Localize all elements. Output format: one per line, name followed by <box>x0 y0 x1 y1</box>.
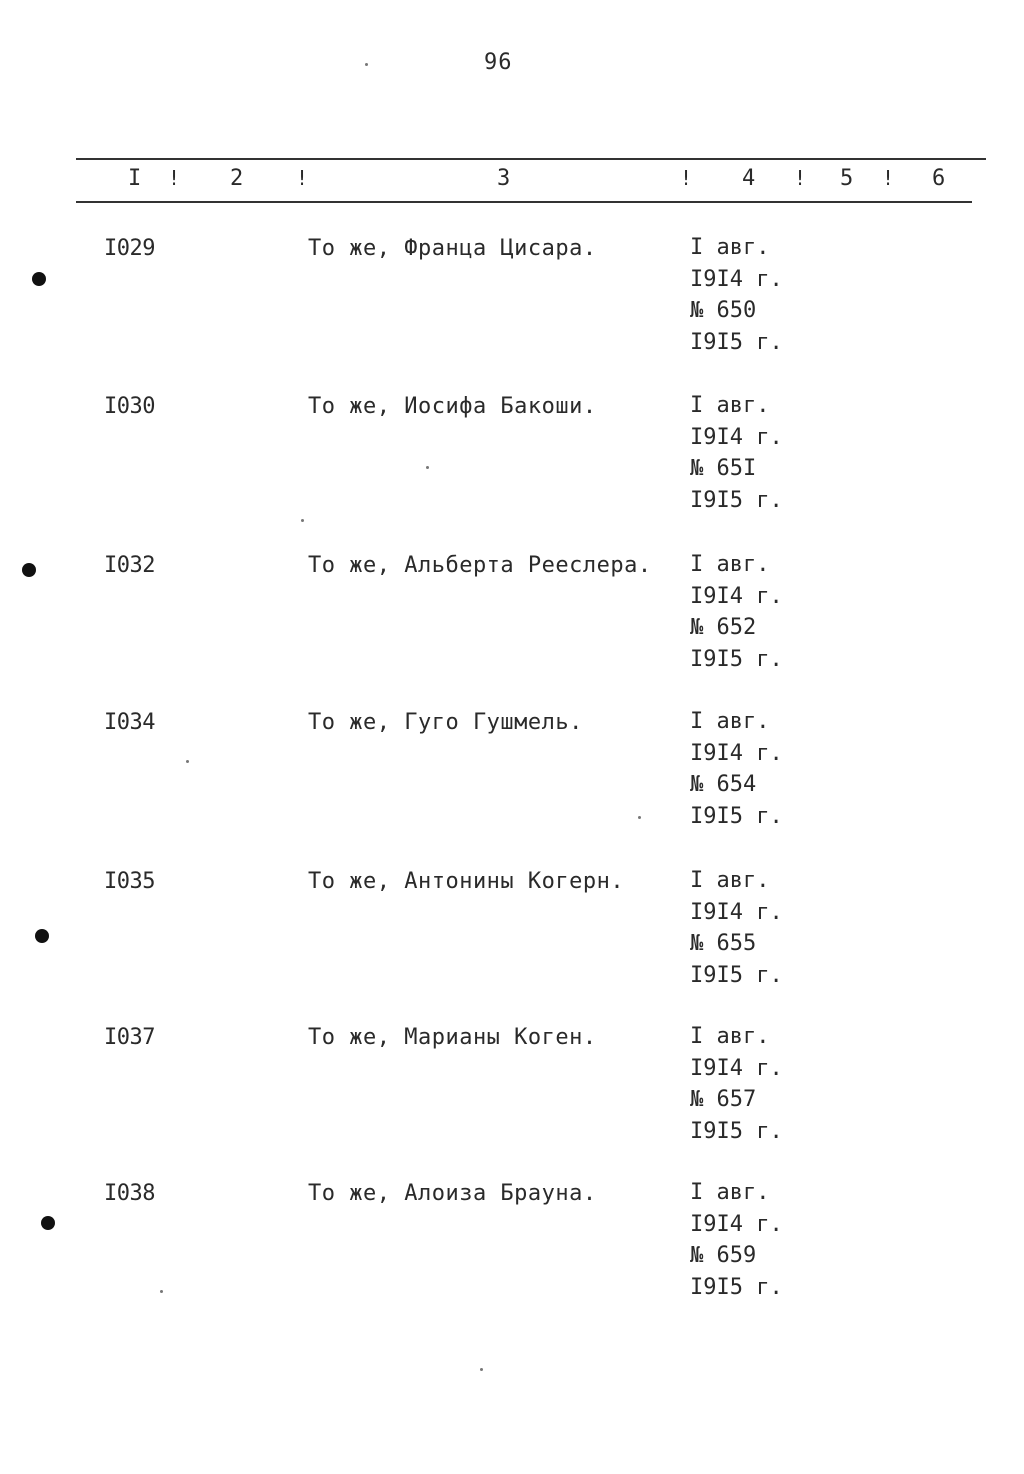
table-row <box>0 1025 1024 1165</box>
entry-reference-number: № 65I <box>690 456 757 481</box>
entry-description: То же, Гуго Гушмель. <box>308 710 583 735</box>
entry-date-start: I авг. <box>690 393 770 418</box>
entry-dates <box>690 549 783 675</box>
entry-number: I030 <box>104 394 155 419</box>
entry-description: То же, Марианы Коген. <box>308 1025 597 1050</box>
entry-dates <box>690 1021 783 1147</box>
scan-speck <box>365 63 368 66</box>
entry-date-start: I авг. <box>690 235 770 260</box>
header-separator: ! <box>168 166 181 190</box>
entry-year-start: I9I4 г. <box>690 899 783 925</box>
page-number: 96 <box>484 50 513 75</box>
binding-hole <box>35 929 49 943</box>
scan-speck <box>186 760 189 763</box>
header-col-5: 5 <box>840 166 854 191</box>
entry-number: I034 <box>104 710 155 735</box>
header-col-1: I <box>128 166 142 191</box>
entry-year-start: I9I4 г. <box>690 1055 783 1081</box>
entry-year-end: I9I5 г. <box>690 962 783 988</box>
entry-reference-number: № 652 <box>690 615 757 640</box>
entry-year-end: I9I5 г. <box>690 1274 783 1300</box>
entry-date-start: I авг. <box>690 1024 770 1049</box>
scan-speck <box>426 466 429 469</box>
header-separator: ! <box>680 166 693 190</box>
entry-dates <box>690 706 783 832</box>
binding-hole <box>22 563 36 577</box>
scan-speck <box>301 519 304 522</box>
entry-year-end: I9I5 г. <box>690 487 783 513</box>
entry-reference-number: № 650 <box>690 298 757 323</box>
header-col-6: 6 <box>932 166 946 191</box>
scan-speck <box>638 816 641 819</box>
table-row <box>0 869 1024 1009</box>
table-row <box>0 1181 1024 1321</box>
binding-hole <box>32 272 46 286</box>
entry-description: То же, Франца Цисара. <box>308 236 597 261</box>
entry-dates <box>690 1177 783 1303</box>
entry-reference-number: № 657 <box>690 1087 757 1112</box>
entry-year-start: I9I4 г. <box>690 583 783 609</box>
entry-number: I038 <box>104 1181 155 1206</box>
entry-date-start: I авг. <box>690 1180 770 1205</box>
header-col-4: 4 <box>742 166 756 191</box>
binding-hole <box>41 1216 55 1230</box>
scan-speck <box>160 1290 163 1293</box>
header-separator: ! <box>794 166 807 190</box>
entry-number: I032 <box>104 553 155 578</box>
table-header-row <box>0 166 1024 194</box>
entry-description: То же, Алоиза Брауна. <box>308 1181 597 1206</box>
entry-reference-number: № 655 <box>690 931 757 956</box>
table-row <box>0 394 1024 534</box>
table-row <box>0 236 1024 376</box>
header-separator: ! <box>296 166 309 190</box>
entry-year-start: I9I4 г. <box>690 424 783 450</box>
entry-description: То же, Альберта Реeслера. <box>308 553 652 578</box>
entry-description: То же, Иосифа Бакоши. <box>308 394 597 419</box>
entry-year-start: I9I4 г. <box>690 740 783 766</box>
entry-dates <box>690 232 783 358</box>
entry-date-start: I авг. <box>690 868 770 893</box>
entry-dates <box>690 390 783 516</box>
table-row <box>0 553 1024 693</box>
entry-number: I037 <box>104 1025 155 1050</box>
entry-date-start: I авг. <box>690 552 770 577</box>
table-bottom-rule <box>76 201 972 203</box>
header-separator: ! <box>882 166 895 190</box>
table-top-rule <box>76 158 986 160</box>
entry-reference-number: № 654 <box>690 772 757 797</box>
entry-reference-number: № 659 <box>690 1243 757 1268</box>
entry-number: I029 <box>104 236 155 261</box>
entry-description: То же, Антонины Когерн. <box>308 869 625 894</box>
table-row <box>0 710 1024 850</box>
entry-year-end: I9I5 г. <box>690 329 783 355</box>
entry-dates <box>690 865 783 991</box>
header-col-2: 2 <box>230 166 244 191</box>
header-col-3: 3 <box>497 166 511 191</box>
entry-year-start: I9I4 г. <box>690 1211 783 1237</box>
entry-date-start: I авг. <box>690 709 770 734</box>
scan-speck <box>480 1368 483 1371</box>
entry-year-end: I9I5 г. <box>690 803 783 829</box>
entry-year-end: I9I5 г. <box>690 646 783 672</box>
entry-number: I035 <box>104 869 155 894</box>
entry-year-start: I9I4 г. <box>690 266 783 292</box>
entry-year-end: I9I5 г. <box>690 1118 783 1144</box>
